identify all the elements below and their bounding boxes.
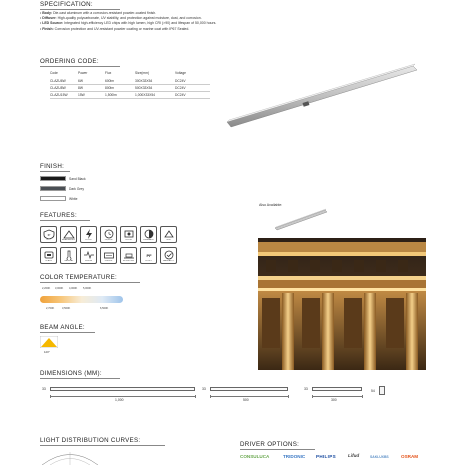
spec-item: • Body: Die-cast aluminum with a corrosion-resistant powder-coated finish. [40, 11, 157, 15]
ip67-icon [40, 226, 57, 243]
class-icon [40, 247, 57, 264]
table-cell: 1,000X33X54 [135, 91, 175, 98]
column-header: Flux [105, 71, 112, 75]
table-cell: 8W [78, 84, 105, 91]
cct-label: 3,000K [55, 287, 64, 290]
dimmable-icon [140, 226, 157, 243]
column-header: Power [78, 71, 88, 75]
table-cell: 600lm [105, 78, 135, 85]
color-temperature-title: COLOR TEMPERATURE: [40, 274, 118, 281]
table-cell: CLAZU8W [50, 84, 78, 91]
table-cell: DC24V [175, 78, 210, 85]
feature-label: CLASS [45, 260, 52, 263]
dimension-depth: 54 [371, 389, 375, 393]
brand-logo-sakluxbs: SAKLUXBS [370, 455, 389, 459]
svg-text:PF: PF [146, 252, 152, 258]
brand-logo-lifud: Lifud [348, 453, 360, 458]
mounting-icon [120, 247, 137, 264]
finish-swatch-white [40, 196, 66, 201]
brand-logo-philips: PHILIPS [316, 454, 336, 459]
dimension-length: 1,000 [115, 398, 124, 402]
cct-label: 4,000K [69, 287, 78, 290]
installation-photo [258, 238, 426, 370]
beam-angle-icon [60, 226, 77, 243]
dimension-height: 33 [42, 387, 46, 391]
column-header: Voltage [175, 71, 186, 75]
ordering-title: ORDERING CODE: [40, 58, 99, 65]
spec-item: • Finish: Corrosion protection and UV-resistant powder coating or marine coat with IP67 Sealed. [40, 26, 190, 31]
finish-label: Dark Grey [69, 186, 85, 191]
dimension-drawing-1000 [50, 387, 195, 391]
feature-label: DC24V [85, 239, 92, 242]
dimension-height: 33 [304, 387, 308, 391]
beam-angle-value: 120° [44, 350, 50, 354]
feature-label: WARRANTY [162, 260, 175, 263]
driver-icon [100, 247, 117, 264]
table-cell: 800lm [105, 84, 135, 91]
feature-label: THERMAL [63, 260, 74, 263]
warranty-icon [160, 247, 177, 264]
light-distribution-chart [40, 450, 100, 465]
table-cell: 300X33X54 [135, 78, 175, 85]
table-cell: 15W [78, 91, 105, 98]
spec-item: • LED Source: Integrated high-efficiency LED chips with high lumen, high CRI (>90) and lifespan of 50,000 hours. [40, 21, 217, 26]
divider [40, 378, 120, 379]
finish-label: White [69, 196, 78, 201]
divider [40, 66, 120, 67]
table-cell: DC24V [175, 91, 210, 98]
light-distribution-title: LIGHT DISTRIBUTION CURVES: [40, 437, 141, 444]
table-cell: CLAZU15W [50, 91, 78, 98]
lifespan-icon [100, 226, 117, 243]
brand-logo-consuluca: CONSULUCA [240, 454, 270, 459]
spec-list [40, 11, 420, 32]
feature-label: BEAM ANGLE [62, 239, 75, 242]
finish-swatch-sand-black [40, 176, 66, 181]
table-cell: 1,500lm [105, 91, 135, 98]
color-temperature-gradient-bar [40, 296, 123, 303]
table-row [50, 84, 210, 91]
thermal-icon [60, 247, 77, 264]
finish-swatch-dark-grey [40, 186, 66, 191]
dimensions-title: DIMENSIONS (MM): [40, 370, 102, 377]
table-cell: 500X33X54 [135, 84, 175, 91]
ordering-table [50, 71, 210, 99]
feature-label: MOUNTING [123, 260, 134, 263]
divider [40, 445, 165, 446]
brand-logo-osram: OSRAM [401, 454, 419, 459]
ik-rating-icon [160, 226, 177, 243]
feature-label: SURGE [84, 260, 93, 263]
product-light-bar-image [225, 60, 420, 130]
dimension-height: 33 [202, 387, 206, 391]
cri-icon [120, 226, 137, 243]
dimension-length: 500 [243, 398, 249, 402]
feature-label: CRI>90 [125, 239, 132, 242]
cct-label: 2,200K [42, 287, 51, 290]
divider [240, 449, 315, 450]
surge-icon [80, 247, 97, 264]
feature-label: IK08 [166, 239, 171, 242]
cct-label: 6,500K [100, 307, 109, 310]
feature-label: IP67 [46, 239, 51, 242]
svg-text:IP: IP [47, 232, 51, 237]
feature-label: DIMMABLE [143, 239, 154, 242]
divider [40, 332, 95, 333]
spec-item: • Diffuser: High-quality polycarbonate, UV stability, and protection against moisture, dust, and corrosion. [40, 16, 202, 21]
divider [40, 220, 90, 221]
brand-logo-tridonic: TRIDONIC [283, 454, 306, 459]
finish-title: FINISH: [40, 163, 65, 170]
table-cell: DC24V [175, 84, 210, 91]
feature-label: PF>0.9 [145, 260, 152, 263]
pf-icon [140, 247, 157, 264]
also-available-label: Also Available: [259, 203, 283, 207]
driver-options-title: DRIVER OPTIONS: [240, 441, 300, 448]
dimension-length: 300 [331, 398, 337, 402]
beam-angle-title: BEAM ANGLE: [40, 324, 85, 331]
table-cell: 6W [78, 78, 105, 85]
table-cell: CLAZU6W [50, 78, 78, 85]
table-row [50, 91, 210, 98]
specification-title: SPECIFICATION: [40, 1, 93, 8]
dimension-drawing-500 [210, 387, 288, 391]
beam-angle-icon [40, 336, 58, 348]
also-available-product-image [273, 206, 329, 232]
column-header: Code [50, 71, 58, 75]
cct-label: 3,500K [62, 307, 71, 310]
dimension-drawing-300 [312, 387, 362, 391]
cct-label: 5,000K [83, 287, 92, 290]
profile-section-drawing [379, 386, 385, 395]
feature-label: 50,000H [104, 239, 113, 242]
voltage-icon [80, 226, 97, 243]
divider [40, 282, 140, 283]
column-header: Size(mm) [135, 71, 150, 75]
divider [40, 9, 120, 10]
feature-label: DRIVER [104, 260, 113, 263]
cct-label: 2,700K [46, 307, 55, 310]
finish-label: Sand Black [69, 176, 86, 181]
divider [40, 171, 70, 172]
features-title: FEATURES: [40, 212, 77, 219]
